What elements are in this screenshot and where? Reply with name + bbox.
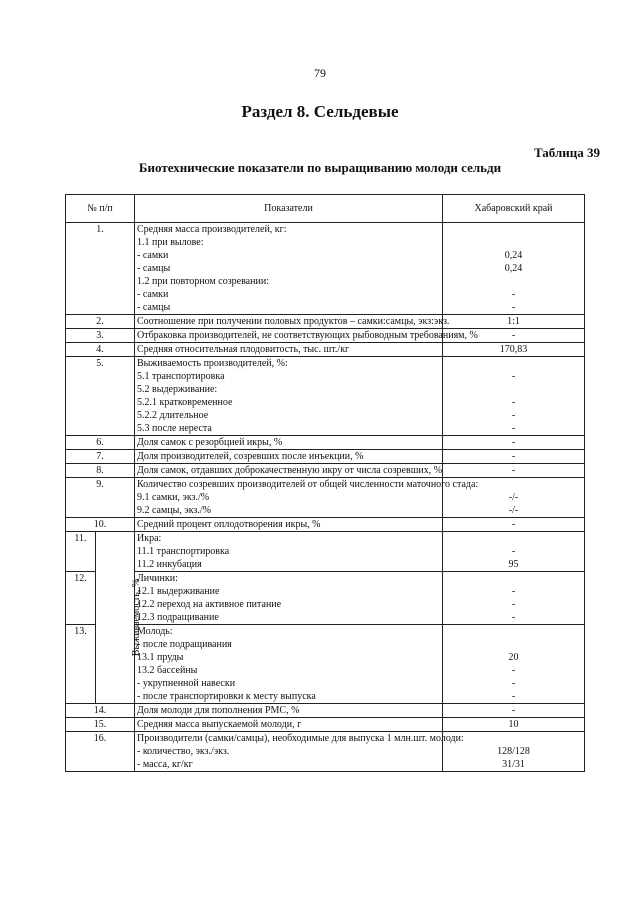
row-number: 15.	[66, 718, 135, 732]
table-row	[66, 718, 585, 732]
indicator-line: Доля самок с резорбцией икры, %	[137, 437, 283, 448]
row-number: 5.	[66, 357, 135, 436]
table-row	[66, 315, 585, 329]
row-number: 14.	[66, 704, 135, 718]
row-number: 11.	[66, 532, 96, 572]
value-cell	[443, 625, 585, 704]
row-number: 7.	[66, 450, 135, 464]
value-line: -	[511, 423, 516, 434]
indicator-line: 9.1 самки, экз./%	[137, 492, 210, 503]
indicator-line: - после транспортировки к месту выпуска	[137, 691, 316, 702]
indicator-line: - самки	[137, 289, 169, 300]
value-line	[445, 357, 582, 370]
row-number: 2.	[66, 315, 135, 329]
survival-group-label: Выживаемость, %	[131, 578, 143, 657]
indicator-line: 12.2 переход на активное питание	[137, 599, 282, 610]
value-cell	[443, 732, 585, 772]
value-line	[445, 532, 582, 545]
table-row	[66, 329, 585, 343]
indicator-line: - масса, кг/кг	[137, 759, 193, 770]
indicator-line: 11.1 транспортировка	[137, 546, 230, 557]
value-cell	[443, 223, 585, 315]
indicator-line: - самцы	[137, 263, 171, 274]
table-row	[66, 478, 585, 518]
value-line: 128/128	[497, 746, 530, 757]
header-num: № п/п	[66, 195, 135, 223]
indicator-cell	[135, 450, 443, 464]
table-header-row	[66, 195, 585, 223]
indicator-line: Доля молоди для пополнения РМС, %	[137, 705, 300, 716]
value-line: -	[511, 691, 516, 702]
table-row	[66, 223, 585, 315]
value-line	[445, 625, 582, 638]
indicator-line: 12.3 подращивание	[137, 612, 219, 623]
table-row	[66, 464, 585, 478]
table-row	[66, 343, 585, 357]
indicator-cell	[135, 732, 464, 772]
value-line: -	[511, 519, 516, 530]
value-line: -	[511, 665, 516, 676]
indicator-cell	[135, 572, 443, 625]
indicator-line: 13.2 бассейны	[137, 665, 198, 676]
header-indicator: Показатели	[135, 195, 443, 223]
indicator-cell	[135, 704, 443, 718]
indicator-line: Средняя масса производителей, кг:	[137, 224, 287, 235]
table-row	[66, 436, 585, 450]
value-line: -	[511, 302, 516, 313]
table-label: Таблица 39	[533, 145, 600, 160]
indicator-cell	[135, 343, 443, 357]
table-row	[66, 625, 585, 704]
value-line: -	[511, 451, 516, 462]
indicator-line: - самцы	[137, 302, 171, 313]
indicator-line: 5.1 транспортировка	[137, 371, 225, 382]
indicator-line: Количество созревших производителей от общей численности маточного стада:	[137, 479, 479, 490]
indicator-cell	[135, 436, 443, 450]
indicator-line: Личинки:	[137, 573, 178, 584]
indicator-line: Средняя относительная плодовитость, тыс. шт./кг	[137, 344, 350, 355]
value-line: 95	[508, 559, 519, 570]
indicator-line: 13.1 пруды	[137, 652, 184, 663]
table-caption: Биотехнические показатели по выращиванию молоди сельди	[138, 160, 502, 175]
table-row	[66, 450, 585, 464]
indicator-line: Отбраковка производителей, не соответствующих рыбоводным требованиям, %	[137, 330, 478, 341]
indicator-line: 5.3 после нереста	[137, 423, 212, 434]
indicator-cell	[135, 625, 443, 704]
value-cell	[443, 436, 585, 450]
indicator-line: 9.2 самцы, экз./%	[137, 505, 211, 516]
table-row	[66, 532, 585, 572]
value-line: 10	[508, 719, 519, 730]
indicator-cell	[135, 532, 443, 572]
value-line: -	[511, 678, 516, 689]
table-row	[66, 357, 585, 436]
table-row	[66, 704, 585, 718]
value-line	[445, 236, 582, 249]
value-line: -	[511, 410, 516, 421]
indicator-line: Средний процент оплодотворения икры, %	[137, 519, 321, 530]
indicator-line: Соотношение при получении половых продуктов – самки:самцы, экз:экз.	[137, 316, 450, 327]
row-number: 10.	[66, 518, 135, 532]
indicator-line: 1.2 при повторном созревании:	[137, 276, 269, 287]
value-line: -/-	[508, 505, 519, 516]
indicator-line: Молодь:	[137, 626, 173, 637]
value-line: -	[511, 397, 516, 408]
row-number: 6.	[66, 436, 135, 450]
value-line: -	[511, 289, 516, 300]
value-cell	[443, 518, 585, 532]
indicator-line: 1.1 при вылове:	[137, 237, 204, 248]
indicator-cell	[135, 357, 443, 436]
value-line: 170,83	[499, 344, 528, 355]
table-row	[66, 732, 585, 772]
row-number: 9.	[66, 478, 135, 518]
value-cell	[443, 357, 585, 436]
value-line: -/-	[508, 492, 519, 503]
value-line: 31/31	[502, 759, 525, 770]
value-line: -	[511, 705, 516, 716]
indicator-line: Доля самок, отдавших доброкачественную икру от числа созревших, %	[137, 465, 443, 476]
indicator-line: - самки	[137, 250, 169, 261]
value-cell	[443, 704, 585, 718]
table-row	[66, 572, 585, 625]
value-line: 0,24	[504, 250, 523, 261]
indicator-line: 5.2 выдерживание:	[137, 384, 218, 395]
value-line	[445, 732, 582, 745]
header-region: Хабаровский край	[443, 195, 585, 223]
value-line	[445, 223, 582, 236]
value-line	[445, 638, 582, 651]
value-cell	[443, 315, 585, 329]
value-cell	[443, 450, 585, 464]
indicators-table	[65, 194, 585, 772]
value-line: -	[511, 599, 516, 610]
indicator-cell	[135, 315, 450, 329]
value-line: -	[511, 437, 516, 448]
value-line	[445, 275, 582, 288]
row-number: 1.	[66, 223, 135, 315]
value-line: 20	[508, 652, 519, 663]
row-number: 13.	[66, 625, 96, 704]
row-number: 12.	[66, 572, 96, 625]
indicator-line: Доля производителей, созревших после инъекции, %	[137, 451, 364, 462]
indicator-line: Производители (самки/самцы), необходимые для выпуска 1 млн.шт. молоди:	[137, 733, 464, 744]
indicator-line: Выживаемость производителей, %:	[137, 358, 288, 369]
page-number: 79	[314, 66, 326, 80]
indicator-line: 5.2.2 длительное	[137, 410, 209, 421]
indicator-cell	[135, 329, 478, 343]
value-line: 1:1	[507, 316, 520, 327]
value-cell	[443, 532, 585, 572]
row-number: 8.	[66, 464, 135, 478]
indicator-cell	[135, 518, 443, 532]
survival-group-label-cell	[96, 532, 143, 704]
indicator-cell	[135, 478, 479, 518]
value-line: -	[511, 586, 516, 597]
value-line: -	[511, 546, 516, 557]
indicator-cell	[135, 464, 443, 478]
indicator-line: Икра:	[137, 533, 162, 544]
indicator-line: - укрупненной навески	[137, 678, 236, 689]
indicator-cell	[135, 718, 443, 732]
indicator-line: 11.2 инкубация	[137, 559, 202, 570]
value-cell	[443, 572, 585, 625]
value-line: -	[511, 330, 516, 341]
section-title: Раздел 8. Сельдевые	[241, 102, 399, 121]
value-cell	[443, 343, 585, 357]
row-number: 16.	[66, 732, 135, 772]
table-row	[66, 518, 585, 532]
indicator-line: 12.1 выдерживание	[137, 586, 220, 597]
indicator-line: Средняя масса выпускаемой молоди, г	[137, 719, 302, 730]
value-line: -	[511, 465, 516, 476]
row-number: 4.	[66, 343, 135, 357]
value-line: -	[511, 371, 516, 382]
value-line: 0,24	[504, 263, 523, 274]
row-number: 3.	[66, 329, 135, 343]
indicator-cell	[135, 223, 443, 315]
indicator-line: - после подращивания	[137, 639, 232, 650]
value-line	[445, 572, 582, 585]
value-line: -	[511, 612, 516, 623]
value-line	[445, 383, 582, 396]
indicator-line: - количество, экз./экз.	[137, 746, 230, 757]
value-cell	[443, 718, 585, 732]
value-cell	[443, 464, 585, 478]
indicator-line: 5.2.1 кратковременное	[137, 397, 233, 408]
